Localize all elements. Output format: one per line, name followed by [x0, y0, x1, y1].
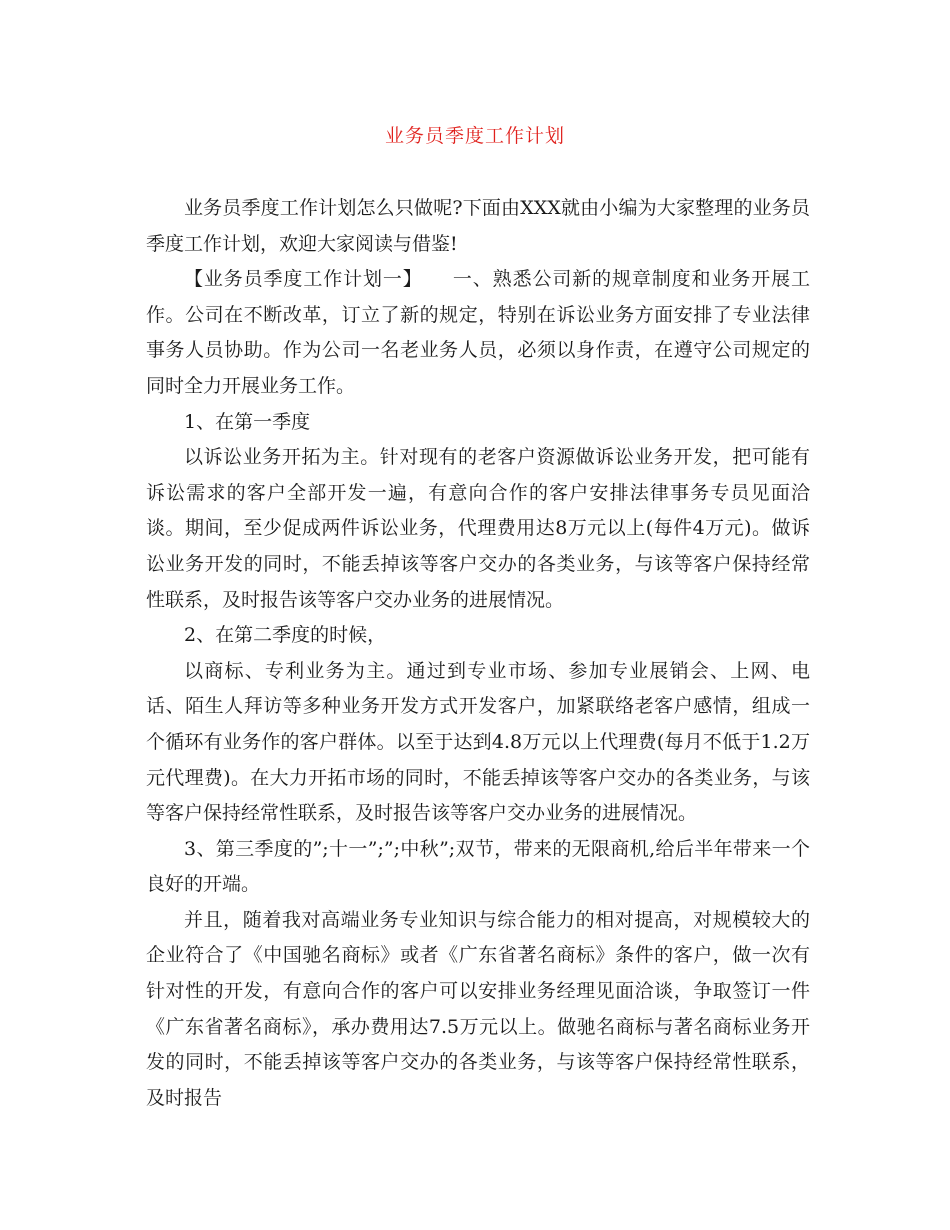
paragraph-plan-one: 【业务员季度工作计划一】 一、熟悉公司新的规章制度和业务开展工作。公司在不断改革，订立了新的规定，特别在诉讼业务方面安排了专业法律事务人员协助。作为公司一名老业务人员，必须以身作责，在遵守公司规定的同时全力开展业务工作。 [146, 268, 810, 397]
paragraph-q1-body: 以诉讼业务开拓为主。针对现有的老客户资源做诉讼业务开发，把可能有诉讼需求的客户全部开发一遍，有意向合作的客户安排法律事务专员见面洽谈。期间，至少促成两件诉讼业务，代理费用达8万元以上(每件4万元)。做诉讼业务开发的同时，不能丢掉该等客户交办的各类业务，与该等客户保持经常性联系，及时报告该等客户交办业务的进展情况。 [146, 446, 810, 611]
document-body [146, 191, 810, 1116]
paragraph-q3-body: 并且，随着我对高端业务专业知识与综合能力的相对提高，对规模较大的企业符合了《中国驰名商标》或者《广东省著名商标》条件的客户，做一次有针对性的开发，有意向合作的客户可以安排业务经理见面洽谈，争取签订一件《广东省著名商标》，承办费用达7.5万元以上。做驰名商标与著名商标业务开发的同时，不能丢掉该等客户交办的各类业务，与该等客户保持经常性联系，及时报告 [146, 908, 810, 1109]
paragraph-q1-heading: 1、在第一季度 [184, 410, 311, 433]
paragraph-intro: 业务员季度工作计划怎么只做呢?下面由XXX就由小编为大家整理的业务员季度工作计划，欢迎大家阅读与借鉴! [146, 197, 810, 255]
document-title: 业务员季度工作计划 [384, 125, 565, 147]
paragraph-q2-heading: 2、在第二季度的时候， [184, 624, 387, 647]
paragraph-q3-heading: 3、第三季度的”;十一”;”;中秋”;双节，带来的无限商机,给后半年带来一个良好的开端。 [146, 837, 810, 896]
paragraph-q2-body: 以商标、专利业务为主。通过到专业市场、参加专业展销会、上网、电话、陌生人拜访等多种业务开发方式开发客户，加紧联络老客户感情，组成一个循环有业务作的客户群体。以至于达到4.8万元以上代理费(每月不低于1.2万元代理费)。在大力开拓市场的同时，不能丢掉该等客户交办的各类业务，与该等客户保持经常性联系，及时报告该等客户交办业务的进展情况。 [146, 659, 810, 825]
